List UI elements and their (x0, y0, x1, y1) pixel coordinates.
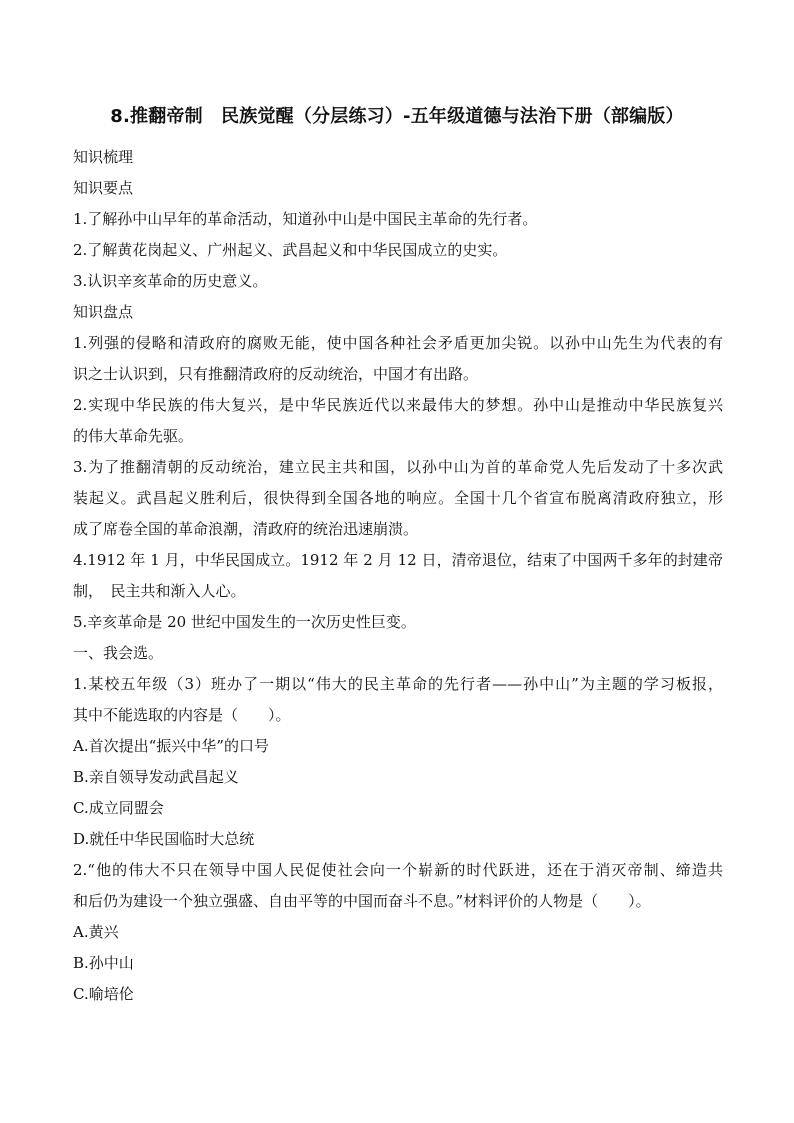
answer-option: B.孙中山 (73, 954, 134, 972)
answer-option: C.成立同盟会 (73, 799, 164, 817)
paragraph-line: 1.列强的侵略和清政府的腐败无能，使中国各种社会矛盾更加尖锐。以孙中山先生为代表的有 (73, 334, 723, 352)
paragraph-line: 4.1912 年 1 月，中华民国成立。1912 年 2 月 12 日，清帝退位，结束了中国两千多年的封建帝 (73, 551, 723, 569)
paragraph-line: 3.认识辛亥革命的历史意义。 (73, 272, 268, 290)
paragraph-line: 识之士认识到，只有推翻清政府的反动统治，中国才有出路。 (73, 365, 479, 383)
paragraph-line: 的伟大革命先驱。 (73, 427, 194, 445)
paragraph-line: 装起义。武昌起义胜利后，很快得到全国各地的响应。全国十几个省宣布脱离清政府独立，形 (73, 489, 723, 507)
paragraph-line: 制， 民主共和渐入人心。 (73, 582, 246, 600)
answer-option: C.喻培伦 (73, 985, 134, 1003)
paragraph-line: 3.为了推翻清朝的反动统治，建立民主共和国，以孙中山为首的革命党人先后发动了十多次武 (73, 458, 723, 476)
paragraph-line: 2.实现中华民族的伟大复兴，是中华民族近代以来最伟大的梦想。孙中山是推动中华民族复兴 (73, 396, 723, 414)
question-line: 其中不能选取的内容是（ ）。 (73, 706, 291, 724)
subsection-heading: 知识盘点 (73, 303, 134, 321)
question-line: 和后仍为建设一个独立强盛、自由平等的中国而奋斗不息。”材料评价的人物是（ ）。 (73, 892, 651, 910)
paragraph-line: 成了席卷全国的革命浪潮，清政府的统治迅速崩溃。 (73, 520, 419, 538)
answer-option: A.首次提出“振兴中华”的口号 (73, 737, 269, 755)
document-title: 8.推翻帝制 民族觉醒（分层练习）-五年级道德与法治下册（部编版） (110, 106, 684, 127)
answer-option: D.就任中华民国临时大总统 (73, 830, 255, 848)
subsection-heading: 知识要点 (73, 179, 134, 197)
paragraph-line: 1.了解孙中山早年的革命活动，知道孙中山是中国民主革命的先行者。 (73, 210, 538, 228)
question-line: 2.“他的伟大不只在领导中国人民促使社会向一个崭新的时代跃进，还在于消灭帝制、缔造共 (73, 861, 723, 879)
section-heading: 一、我会选。 (73, 644, 164, 662)
answer-option: A.黄兴 (73, 923, 119, 941)
paragraph-line: 5.辛亥革命是 20 世纪中国发生的一次历史性巨变。 (73, 613, 416, 631)
paragraph-line: 2.了解黄花岗起义、广州起义、武昌起义和中华民国成立的史实。 (73, 241, 508, 259)
document-body (73, 142, 723, 1010)
section-heading: 知识梳理 (73, 148, 134, 166)
answer-option: B.亲自领导发动武昌起义 (73, 768, 239, 786)
question-line: 1.某校五年级（3）班办了一期以“伟大的民主革命的先行者——孙中山”为主题的学习板报， (73, 675, 723, 693)
